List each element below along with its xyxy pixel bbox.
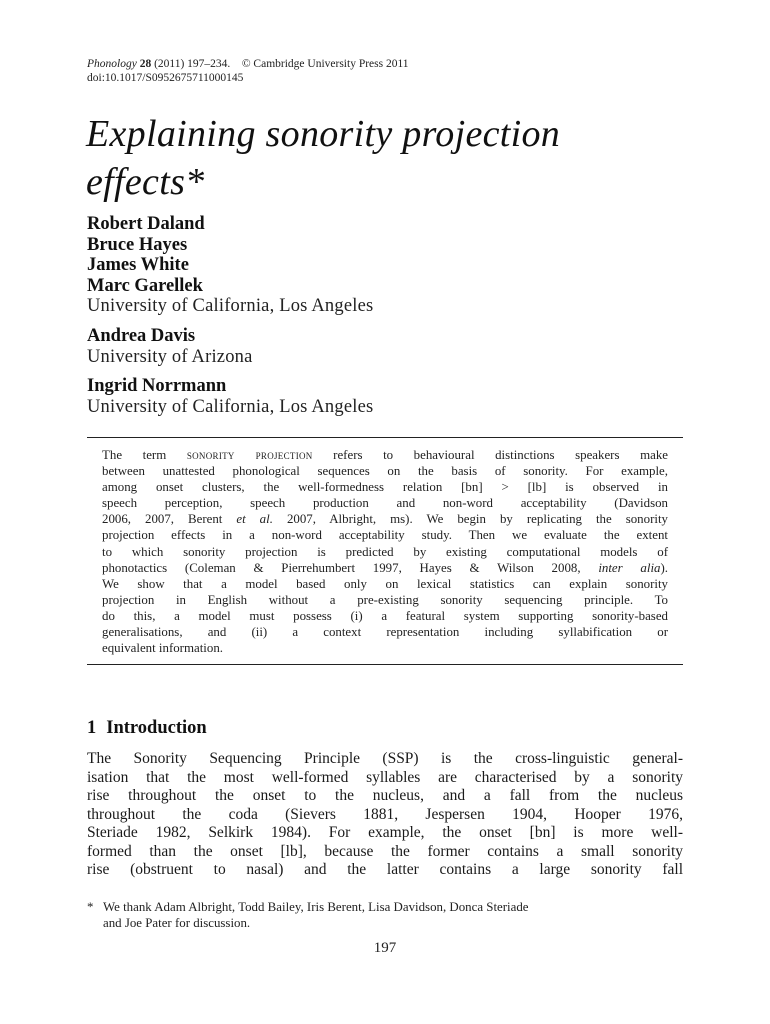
abstract-line: The term sonority projection refers to behavioural distinctions speakers make	[102, 448, 668, 462]
body-line: rise throughout the onset to the nucleus, and a fall from the nucleus	[87, 787, 683, 804]
abstract-line: equivalent information.	[102, 641, 223, 656]
abstract-line: generalisations, and (ii) a context representation including syllabification or	[102, 625, 668, 640]
paper-title	[86, 110, 706, 206]
volume-number: 28	[139, 58, 152, 70]
doi-line: doi:10.1017/S0952675711000145	[87, 72, 244, 84]
abstract-line: among onset clusters, the well-formedness relation [bn] > [lb] is observed in	[102, 480, 668, 495]
abstract-line: phonotactics (Coleman & Pierrehumbert 1997, Hayes & Wilson 2008, inter alia).	[102, 560, 668, 575]
abstract-line: speech perception, speech production and non-word acceptability (Davidson	[102, 496, 668, 511]
body-line: isation that the most well-formed syllables are characterised by a sonority	[87, 768, 683, 786]
abstract-line: 2006, 2007, Berent et al. 2007, Albright, ms). We begin by replicating the sonority	[102, 512, 668, 527]
author-name: James White	[87, 255, 189, 275]
abstract-line: to which sonority projection is predicted by existing computational models of	[102, 544, 668, 559]
body-line: Steriade 1982, Selkirk 1984). For example, the onset [bn] is more well-	[87, 824, 683, 841]
abstract-line: projection in English without a pre-existing sonority sequencing principle. To	[102, 592, 668, 607]
author-name: Robert Daland	[87, 214, 205, 234]
abstract-line: projection effects in a non-word acceptability study. Then we evaluate the extent	[102, 528, 668, 543]
author-name: Ingrid Norrmann	[87, 376, 227, 396]
term-small-caps: sonority projection	[186, 448, 313, 462]
abstract-bottom-rule	[87, 664, 683, 665]
author-group-3	[87, 376, 373, 418]
author-group-1	[87, 214, 373, 317]
footnote-line: We thank Adam Albright, Todd Bailey, Iris Berent, Lisa Davidson, Donca Steriade	[103, 900, 529, 914]
page-number: 197	[373, 940, 397, 956]
body-line: The Sonority Sequencing Principle (SSP) is the cross-linguistic general-	[87, 750, 683, 767]
year-pages: (2011) 197–234.	[154, 58, 231, 70]
author-group-2	[87, 326, 253, 368]
footnote	[87, 899, 683, 931]
author-name: Andrea Davis	[87, 326, 196, 346]
author-affiliation: University of California, Los Angeles	[87, 396, 374, 417]
section-number: 1	[87, 718, 97, 738]
abstract-line: between unattested phonological sequences on the basis of sonority. For example,	[102, 464, 668, 479]
footnote-line: and Joe Pater for discussion.	[103, 916, 251, 930]
footnote-mark: *	[87, 900, 94, 914]
copyright-notice: © Cambridge University Press 2011	[241, 58, 409, 70]
title-line-2: effects*	[86, 161, 205, 203]
author-affiliation: University of California, Los Angeles	[87, 296, 374, 316]
body-line: formed than the onset [lb], because the former contains a small sonority	[87, 842, 683, 860]
body-paragraph	[87, 750, 683, 880]
abstract-line: We show that a model based only on lexical statistics can explain sonority	[102, 576, 668, 591]
abstract	[102, 447, 668, 656]
body-line: rise (obstruent to nasal) and the latter contains a large sonority fall	[87, 861, 683, 878]
section-title: Introduction	[106, 718, 207, 738]
author-name: Bruce Hayes	[87, 234, 188, 255]
abstract-top-rule	[87, 437, 683, 438]
citation-header	[87, 57, 409, 71]
journal-name: Phonology	[87, 58, 137, 70]
author-affiliation: University of Arizona	[87, 346, 253, 367]
section-heading	[87, 718, 207, 739]
author-name: Marc Garellek	[87, 275, 203, 296]
title-line-1: Explaining sonority projection	[86, 113, 561, 155]
body-line: throughout the coda (Sievers 1881, Jespersen 1904, Hooper 1976,	[87, 805, 683, 823]
abstract-line: do this, a model must possess (i) a featural system supporting sonority-based	[102, 608, 668, 623]
